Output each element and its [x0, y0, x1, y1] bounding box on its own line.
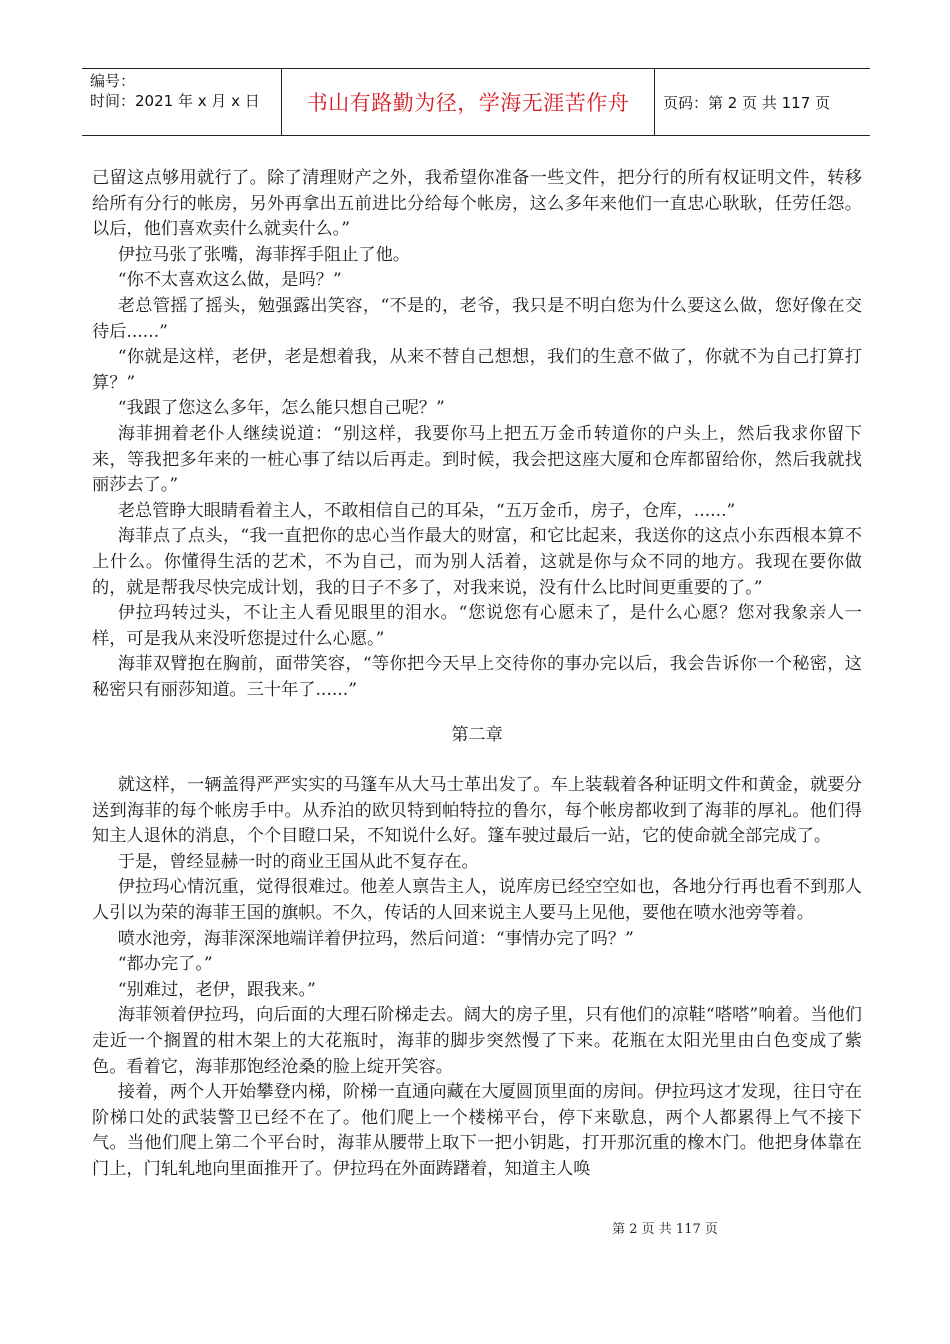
- header-page-info: 页码：第 2 页 共 117 页: [663, 93, 831, 112]
- paragraph: 于是，曾经显赫一时的商业王国从此不复存在。: [117, 851, 479, 872]
- header-motto: 书山有路勤为径，学海无涯苦作舟: [282, 69, 655, 135]
- paragraph: 海菲点了点头，“我一直把你的忠心当作最大的财富，和它比起来，我送你的这点小东西根本算不上什么。你懂得生活的艺术，不为自己，而为别人活着，这就是你与众不同的地方。我现在要你做的，就是帮我尽快完成计划，我的日子不多了，对我来说，没有什么比时间更重要的了。”: [92, 526, 862, 598]
- paragraph: 就这样，一辆盖得严严实实的马篷车从大马士革出发了。车上装载着各种证明文件和黄金，就要分送到海菲的每个帐房手中。从乔泊的欧贝特到帕特拉的鲁尔，每个帐房都收到了海菲的厚礼。他们得知主人退休的消息，个个目瞪口呆，不知说什么好。篷车驶过最后一站，它的使命就全部完成了。: [92, 775, 862, 847]
- paragraph: 海菲领着伊拉玛，向后面的大理石阶梯走去。阔大的房子里，只有他们的凉鞋“嗒嗒”响着。当他们走近一个搁置的柑木架上的大花瓶时，海菲的脚步突然慢了下来。花瓶在太阳光里由白色变成了紫色。看着它，海菲那饱经沧桑的脸上绽开笑容。: [92, 1005, 862, 1077]
- paragraph: 伊拉玛心情沉重，觉得很难过。他差人禀告主人，说库房已经空空如也，各地分行再也看不到那人人引以为荣的海菲王国的旗帜。不久，传话的人回来说主人要马上见他，要他在喷水池旁等着。: [92, 877, 862, 924]
- paragraph: 海菲双臂抱在胸前，面带笑容，“等你把今天早上交待你的事办完以后，我会告诉你一个秘密，这秘密只有丽莎知道。三十年了......”: [92, 654, 862, 700]
- paragraph: “你不太喜欢这么做，是吗？”: [117, 270, 342, 291]
- paragraph: “别难过，老伊，跟我来。”: [117, 979, 316, 1000]
- paragraph: “你就是这样，老伊，老是想着我，从来不替自己想想，我们的生意不做了，你就不为自己打算打算？”: [92, 347, 862, 393]
- paragraph: 伊拉玛转过头，不让主人看见眼里的泪水。“您说您有心愿未了，是什么心愿？您对我象亲人一样，可是我从来没听您提过什么心愿。”: [92, 603, 862, 649]
- header-meta: [82, 69, 282, 135]
- paragraph: 海菲拥着老仆人继续说道：“别这样，我要你马上把五万金币转道你的户头上，然后我求你留下来，等我把多年来的一桩心事了结以后再走。到时候，我会把这座大厦和仓库都留给你，然后我就找丽莎去了。”: [92, 423, 862, 496]
- paragraph: 喷水池旁，海菲深深地端详着伊拉玛，然后问道：“事情办完了吗？”: [117, 928, 634, 949]
- paragraph: 己留这点够用就行了。除了清理财产之外，我希望你准备一些文件，把分行的所有权证明文件，转移给所有分行的帐房，另外再拿出五前进比分给每个帐房，这么多年来他们一直忠心耿耿，任劳任怨。以后，他们喜欢卖什么就卖什么。”: [92, 168, 862, 240]
- paragraph: 老总管摇了摇头，勉强露出笑容，“不是的，老爷，我只是不明白您为什么要这么做，您好像在交待后......”: [92, 295, 862, 342]
- paragraph: 伊拉马张了张嘴，海菲挥手阻止了他。: [117, 244, 410, 265]
- document-body: [92, 166, 862, 1183]
- date-label: 时间：2021 年 x 月 x 日: [90, 92, 260, 110]
- number-label: 编号：: [90, 72, 136, 90]
- page-footer: 第 2 页 共 117 页: [612, 1222, 718, 1237]
- paragraph: 老总管睁大眼睛看着主人，不敢相信自己的耳朵，“五万金币，房子，仓库，......”: [117, 500, 736, 521]
- paragraph: “我跟了您这么多年，怎么能只想自己呢？”: [117, 398, 445, 419]
- paragraph: 接着，两个人开始攀登内梯，阶梯一直通向藏在大厦圆顶里面的房间。伊拉玛这才发现，往日守在阶梯口处的武装警卫已经不在了。他们爬上一个楼梯平台，停下来歇息，两个人都累得上气不接下气。当他们爬上第二个平台时，海菲从腰带上取下一把小钥匙，打开那沉重的橡木门。他把身体靠在门上，门轧轧地向里面推开了。伊拉玛在外面踌躇着，知道主人唤: [92, 1082, 862, 1179]
- chapter-title: 第二章: [451, 725, 503, 746]
- paragraph: “都办完了。”: [117, 954, 213, 975]
- page-header: [82, 68, 870, 136]
